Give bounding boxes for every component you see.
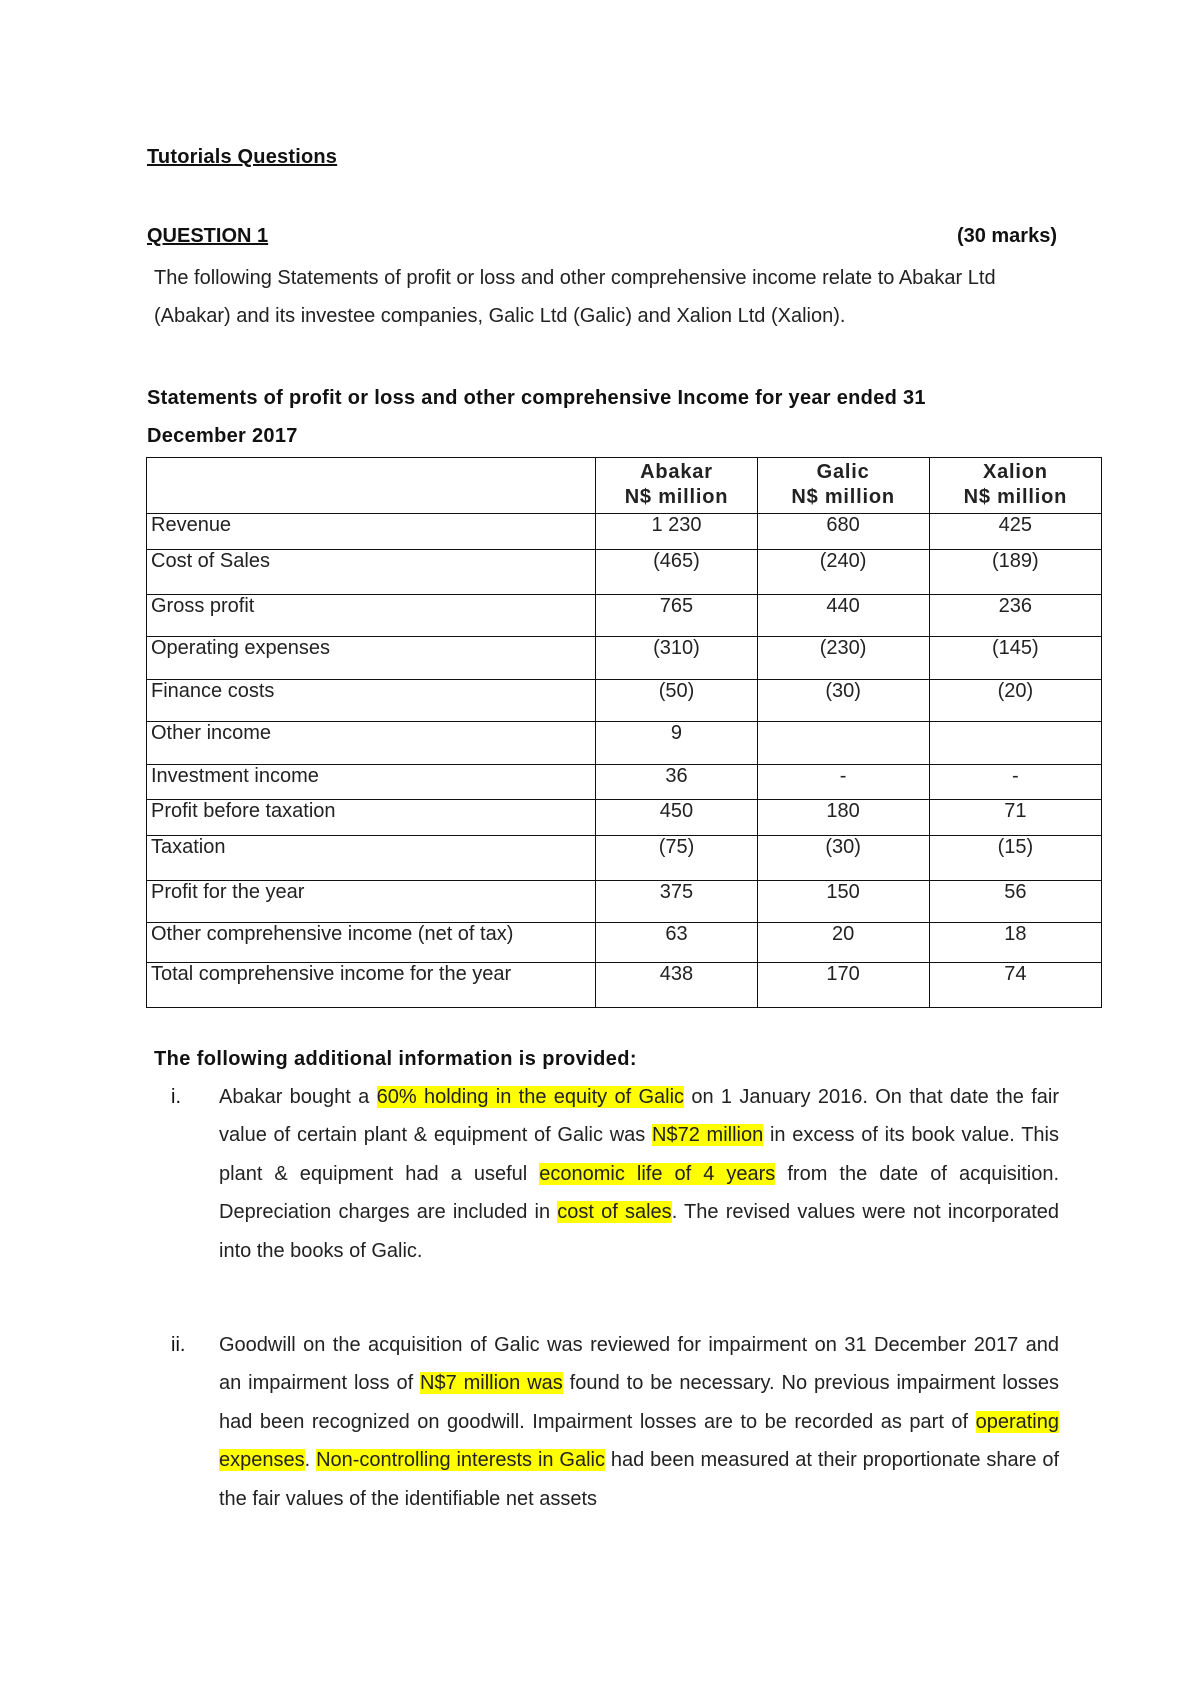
row-label: Finance costs	[147, 680, 596, 722]
row-label: Revenue	[147, 514, 596, 550]
row-value: 680	[757, 514, 929, 550]
table-row	[147, 722, 1102, 765]
header-xalion	[929, 458, 1101, 514]
header-galic	[757, 458, 929, 514]
info-item-1	[154, 1078, 1059, 1270]
table-row	[147, 514, 1102, 550]
text-run: . The revised values were not incorporated into the books of Galic.	[219, 1201, 1059, 1262]
row-value: -	[757, 765, 929, 800]
text-run: in excess of its book value. This plant & equipment had a useful	[219, 1124, 1059, 1185]
table-row	[147, 836, 1102, 881]
row-value: (310)	[596, 637, 757, 680]
row-value: 71	[929, 800, 1101, 836]
row-value: (30)	[757, 680, 929, 722]
row-label: Taxation	[147, 836, 596, 881]
row-value: 438	[596, 963, 757, 1008]
row-value: (75)	[596, 836, 757, 881]
header-unit: N$ million	[963, 486, 1068, 508]
text-run: Abakar bought a	[219, 1086, 377, 1108]
row-value: 170	[757, 963, 929, 1008]
highlighted-text: economic life of 4 years	[539, 1162, 776, 1185]
header-company-name: Galic	[816, 461, 870, 483]
row-value: -	[929, 765, 1101, 800]
header-abakar	[596, 458, 757, 514]
row-value: (20)	[929, 680, 1101, 722]
row-label: Other comprehensive income (net of tax)	[147, 923, 596, 963]
row-value: (15)	[929, 836, 1101, 881]
table-row	[147, 963, 1102, 1008]
highlighted-text: 60% holding in the equity of Galic	[376, 1086, 685, 1108]
row-value: 56	[929, 881, 1101, 923]
info-item-text	[219, 1078, 1059, 1270]
statement-title: Statements of profit or loss and other comprehensive Income for year ended 31 December 2017	[147, 387, 926, 447]
row-value: 236	[929, 595, 1101, 637]
row-value: (145)	[929, 637, 1101, 680]
row-value: (240)	[757, 550, 929, 595]
row-value: (50)	[596, 680, 757, 722]
table-row	[147, 923, 1102, 963]
row-value: 150	[757, 881, 929, 923]
row-value: 74	[929, 963, 1101, 1008]
table-body	[147, 514, 1102, 1008]
row-value: 765	[596, 595, 757, 637]
question-title: QUESTION 1	[147, 225, 269, 247]
text-run: on 1 January 2016. On that date the fair value of certain plant & equipment of Galic was	[219, 1086, 1060, 1147]
header-company-name: Abakar	[640, 461, 713, 483]
row-value	[929, 722, 1101, 765]
intro-paragraph: The following Statements of profit or loss and other comprehensive income relate to Abakar Ltd (Abakar) and its investee companies, Galic Ltd (Galic) and Xalion Ltd (Xalion).	[154, 267, 996, 327]
list-marker: i.	[171, 1086, 181, 1108]
text-run: had been measured at their proportionate share of the fair values of the identifiable net assets	[219, 1449, 1059, 1510]
row-value	[757, 722, 929, 765]
highlighted-text: N$72 million	[652, 1124, 764, 1147]
row-value: (30)	[757, 836, 929, 881]
header-unit: N$ million	[791, 486, 895, 508]
row-label: Gross profit	[147, 595, 596, 637]
row-value: 1 230	[596, 514, 757, 550]
table-row	[147, 595, 1102, 637]
header-company-name: Xalion	[982, 461, 1048, 483]
row-value: (230)	[757, 637, 929, 680]
info-item-text	[219, 1326, 1059, 1518]
header-blank-cell	[147, 458, 596, 514]
table-row	[147, 881, 1102, 923]
income-statement-table	[146, 457, 1102, 1008]
row-value: 440	[757, 595, 929, 637]
additional-info-title: The following additional information is provided:	[154, 1048, 637, 1070]
table-row	[147, 637, 1102, 680]
row-value: 18	[929, 923, 1101, 963]
row-value: 450	[596, 800, 757, 836]
row-label: Other income	[147, 722, 596, 765]
text-run: from the date of acquisition. Depreciation charges are included in	[219, 1162, 1060, 1224]
table-row	[147, 800, 1102, 836]
table-row	[147, 765, 1102, 800]
row-label: Investment income	[147, 765, 596, 800]
highlighted-text: N$7 million was	[420, 1372, 563, 1395]
text-run: found to be necessary. No previous impairment losses had been recognized on goodwill. Impairment losses are to be recorded as part of	[219, 1372, 1059, 1433]
text-run: .	[304, 1449, 317, 1472]
row-value: (189)	[929, 550, 1101, 595]
table-row	[147, 680, 1102, 722]
row-label: Total comprehensive income for the year	[147, 963, 596, 1008]
row-label: Profit before taxation	[147, 800, 596, 836]
list-marker: ii.	[171, 1334, 186, 1356]
highlighted-text: cost of sales	[557, 1201, 672, 1224]
row-value: 425	[929, 514, 1101, 550]
row-value: 375	[596, 881, 757, 923]
page-heading: Tutorials Questions	[147, 146, 338, 168]
row-value: 180	[757, 800, 929, 836]
info-item-2	[154, 1326, 1059, 1518]
row-label: Cost of Sales	[147, 550, 596, 595]
row-value: (465)	[596, 550, 757, 595]
row-value: 63	[596, 923, 757, 963]
header-unit: N$ million	[624, 486, 729, 508]
row-label: Operating expenses	[147, 637, 596, 680]
table-header-row	[147, 458, 1102, 514]
text-run: Goodwill on the acquisition of Galic was reviewed for impairment on 31 December 2017 and an impairment loss of	[219, 1334, 1059, 1395]
question-marks: (30 marks)	[956, 225, 1057, 247]
table-row	[147, 550, 1102, 595]
row-label: Profit for the year	[147, 881, 596, 923]
highlighted-text: Non-controlling interests in Galic	[316, 1449, 605, 1472]
row-value: 36	[596, 765, 757, 800]
row-value: 20	[757, 923, 929, 963]
highlighted-text: operating expenses	[219, 1410, 1059, 1472]
row-value: 9	[596, 722, 757, 765]
